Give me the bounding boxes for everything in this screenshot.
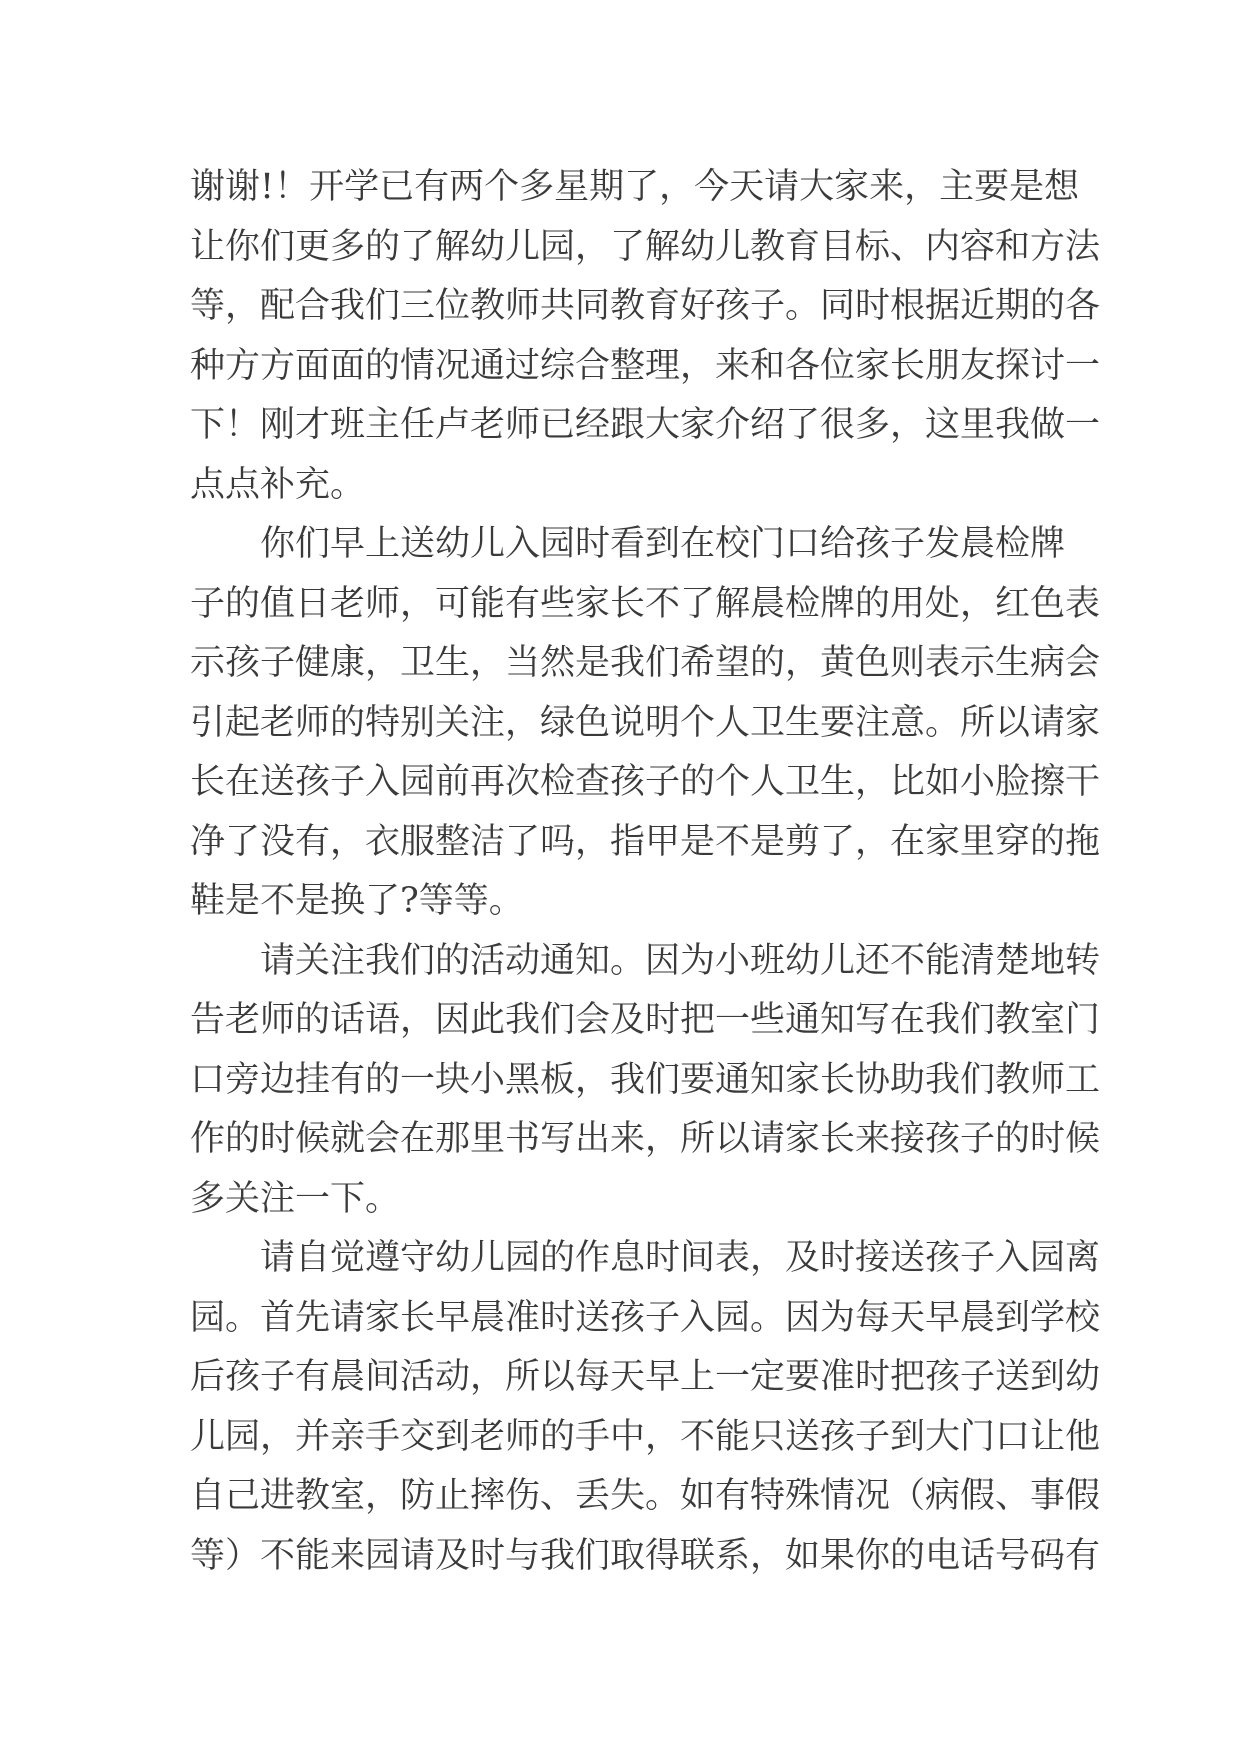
text-line: 净了没有，衣服整洁了吗，指甲是不是剪了，在家里穿的拖 [190,821,1101,862]
paragraph-2 [190,515,1101,932]
text-line: 你们早上送幼儿入园时看到在校门口给孩子发晨检牌 [260,524,1066,564]
text-line: 下！刚才班主任卢老师已经跟大家介绍了很多，这里我做一 [190,405,1101,445]
text-line: 口旁边挂有的一块小黑板，我们要通知家长协助我们教师工 [190,1059,1101,1100]
text-line: 鞋是不是换了?等等。 [190,881,524,921]
paragraph-1 [190,158,1101,515]
paragraph-4 [190,1229,1101,1586]
text-line: 等，配合我们三位教师共同教育好孩子。同时根据近期的各 [190,286,1101,326]
text-line: 多关注一下。 [190,1178,401,1219]
text-line: 后孩子有晨间活动，所以每天早上一定要准时把孩子送到幼 [190,1357,1101,1397]
text-line: 点点补充。 [190,464,366,505]
text-line: 谢谢!！开学已有两个多星期了，今天请大家来，主要是想 [190,167,1080,207]
paragraph-3 [190,932,1101,1230]
text-line: 请关注我们的活动通知。因为小班幼儿还不能清楚地转 [260,940,1101,981]
document-body [190,158,1101,1586]
text-line: 种方方面面的情况通过综合整理，来和各位家长朋友探讨一 [190,345,1101,386]
text-line: 作的时候就会在那里书写出来，所以请家长来接孩子的时候 [190,1119,1101,1159]
text-line: 引起老师的特别关注，绿色说明个人卫生要注意。所以请家 [190,702,1101,743]
text-line: 示孩子健康，卫生，当然是我们希望的，黄色则表示生病会 [190,643,1101,683]
text-line: 自己进教室，防止摔伤、丢失。如有特殊情况（病假、事假 [190,1476,1101,1516]
text-line: 园。首先请家长早晨准时送孩子入园。因为每天早晨到学校 [190,1297,1101,1338]
text-line: 儿园，并亲手交到老师的手中，不能只送孩子到大门口让他 [190,1416,1101,1457]
text-line: 长在送孩子入园前再次检查孩子的个人卫生，比如小脸擦干 [190,762,1101,802]
text-line: 子的值日老师，可能有些家长不了解晨检牌的用处，红色表 [190,583,1101,624]
text-line: 请自觉遵守幼儿园的作息时间表，及时接送孩子入园离 [260,1238,1101,1278]
text-line: 等）不能来园请及时与我们取得联系，如果你的电话号码有 [190,1535,1101,1576]
text-line: 告老师的话语，因此我们会及时把一些通知写在我们教室门 [190,1000,1101,1040]
text-line: 让你们更多的了解幼儿园，了解幼儿教育目标、内容和方法 [190,226,1101,267]
